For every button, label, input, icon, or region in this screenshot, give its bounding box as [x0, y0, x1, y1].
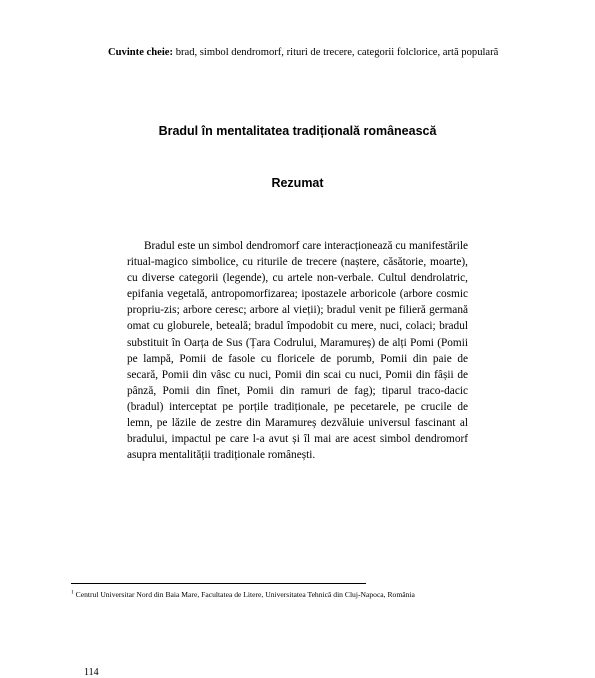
page-number: 114 — [84, 667, 99, 678]
keywords-line — [108, 47, 578, 58]
footnote — [71, 590, 571, 599]
keywords-label: Cuvinte cheie: — [108, 47, 174, 58]
footnote-separator — [71, 583, 366, 584]
article-title: Bradul în mentalitatea tradițională românească — [158, 124, 437, 138]
keywords-text: brad, simbol dendromorf, rituri de trecere, categorii folclorice, artă populară — [175, 47, 499, 58]
abstract-heading: Rezumat — [271, 176, 324, 190]
footnote-marker: 1 — [71, 589, 74, 596]
abstract-paragraph: Bradul este un simbol dendromorf care interacționează cu manifestările ritual-magico simbolice, cu riturile de trecere (naștere, căsătorie, moarte), cu diverse categorii (legende), cu artele non-verbale. Cultul dendrolatric, epifania vegetală, antropomorfizarea; ipostazele arboricole (arbore cosmic propriu-zis; arbore ceresc; arbore al vieții); bradul venit pe filieră germană omat cu globurele, beteală; bradul împodobit cu mere, nuci, colaci; bradul substituit în Oarța de Sus (Țara Codrului, Maramureș) de alți Pomi (Pomii pe lampă, Pomii de fasole cu floricele de porumb, Pomii din paie de secară, Pomii din vâsc cu nuci, Pomii din scai cu nuci, Pomii din fâșii de pânză, Pomii din fînet, Pomii din ramuri de fag); tiparul traco-dacic (bradul) interceptat pe porțile tradiționale, pe pecetarele, pe crucile de lemn, pe lăzile de zestre din Maramureș dezvăluie universul fascinant al bradului, impactul pe care l-a avut și îl mai are acest simbol dendromorf asupra mentalității tradiționale românești. — [127, 240, 468, 462]
footnote-text: Centrul Universitar Nord din Baia Mare, Facultatea de Litere, Universitatea Tehnică din Cluj-Napoca, România — [73, 590, 415, 599]
